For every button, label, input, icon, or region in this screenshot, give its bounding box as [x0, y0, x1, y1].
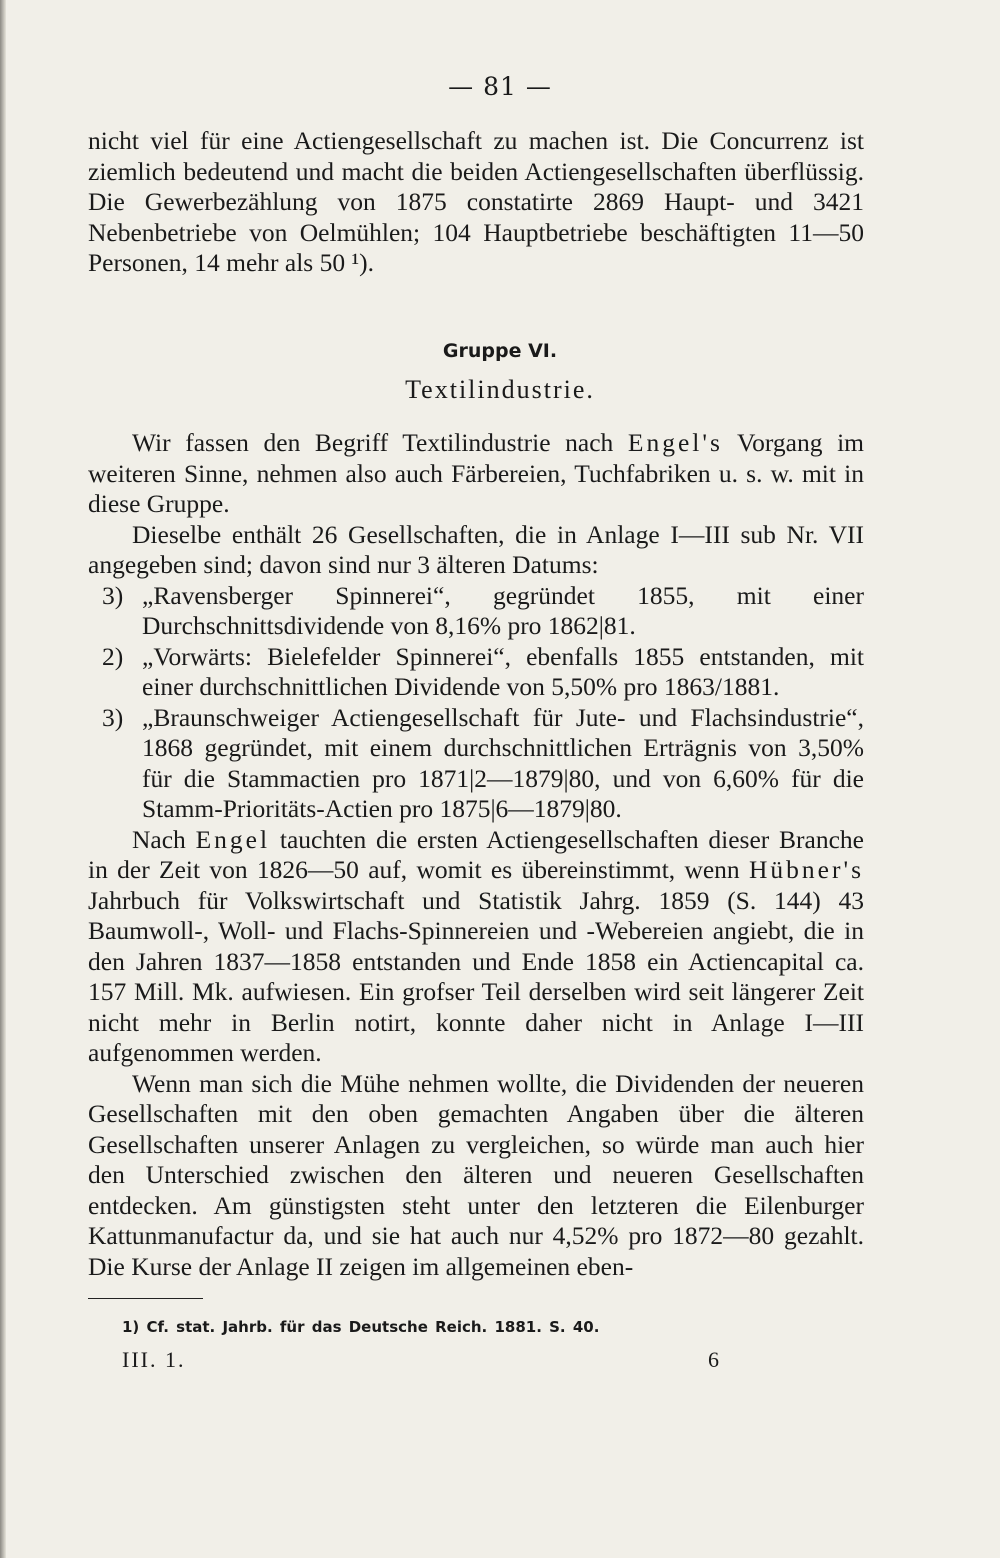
paragraph-3-start: Nach: [132, 824, 196, 854]
paragraph-4: Wenn man sich die Mühe nehmen wollte, die Dividenden der neueren Gesellschaften mit den oben gemachten Angaben über die älteren Gesellschaften unserer Anlagen zu vergleichen, so würde man auch hier den Unterschied zwischen den älteren und neueren Gesellschaften entdecken. Am günstigsten steht unter den letzteren die Eilenburger Kattunmanufactur da, und sie hat auch nur 4,52% pro 1872—80 gezahlt. Die Kurse der Anlage II zeigen im allgemeinen eben-: [88, 1068, 864, 1281]
sheet-signature: III. 1.: [122, 1347, 186, 1372]
list-item: [88, 703, 864, 825]
paragraph-3-end: Jahrbuch für Volkswirtschaft und Statistik Jahrg. 1859 (S. 144) 43 Baumwoll-, Woll- und Flachs-Spinnereien und -Webereien angiebt, die in den Jahren 1837—1858 entstanden und Ende 1858 ein Actiencapital ca. 157 Mill. Mk. aufwiesen. Ein grofser Teil derselben wird seit längerer Zeit nicht mehr in Berlin notirt, konnte daher nicht in Anlage I—III aufgenommen werden.: [88, 885, 864, 1067]
paragraph-1: [88, 428, 864, 520]
list-item-text: „Ravensberger Spinnerei“, gegründet 1855, mit einer Durchschnittsdividende von 8,16% pro 1862|81.: [142, 580, 864, 640]
list-item: [88, 642, 864, 703]
page-number: — 81 —: [448, 72, 552, 101]
list-item: [88, 581, 864, 642]
author-name-engel-2: Engel: [195, 824, 271, 854]
paragraph-1-start: Wir fassen den Begriff Textilindustrie nach: [132, 428, 628, 457]
list-item-number: 3): [102, 702, 124, 732]
section-title: Textilindustrie.: [405, 375, 595, 404]
author-name-huebner: Hübner's: [749, 855, 864, 884]
paragraph-2: Dieselbe enthält 26 Gesellschaften, die in Anlage I—III sub Nr. VII angegeben sind; davon sind nur 3 älteren Datums:: [88, 519, 864, 579]
list-item-number: 3): [102, 580, 124, 610]
footnote-divider: [88, 1298, 203, 1299]
paragraph-3: [88, 825, 864, 1069]
list-item-text: „Braunschweiger Actiengesellschaft für Jute- und Flachsindustrie“, 1868 gegründet, mit einem durchschnittlichen Erträgnis von 3,50% für die Stammactien pro 1871|2—1879|80, und von 6,60% für die Stamm-Prioritäts-Actien pro 1875|6—1879|80.: [142, 702, 864, 823]
list-item-text: „Vorwärts: Bielefelder Spinnerei“, ebenfalls 1855 entstanden, mit einer durchschnittlichen Dividende von 5,50% pro 1863/1881.: [142, 641, 864, 701]
section-group-heading: Gruppe VI.: [442, 340, 558, 362]
intro-paragraph: nicht viel für eine Actiengesellschaft zu machen ist. Die Concurrenz ist ziemlich bedeutend und macht die beiden Actiengesellschaften überflüssig. Die Gewerbezählung von 1875 constatirte 2869 Haupt- und 3421 Nebenbetriebe von Oelmühlen; 104 Hauptbetriebe beschäftigten 11—50 Personen, 14 mehr als 50 ¹).: [88, 126, 864, 277]
paragraph-3-middle: tauchten die ersten Actiengesellschaften dieser Branche in der Zeit von 1826—50 auf, womit es übereinstimmt, wenn: [88, 824, 864, 884]
author-name-engel: Engel's: [627, 428, 723, 457]
sheet-number: 6: [708, 1347, 719, 1372]
list-item-number: 2): [102, 641, 124, 671]
footnote: 1) Cf. stat. Jahrb. für das Deutsche Reich. 1881. S. 40.: [122, 1318, 600, 1336]
paragraph-1-end: Vorgang im weiteren Sinne, nehmen also auch Färbereien, Tuchfabriken u. s. w. mit in diese Gruppe.: [88, 428, 864, 518]
intro-block: [88, 126, 864, 279]
main-text-block: [88, 428, 864, 1282]
